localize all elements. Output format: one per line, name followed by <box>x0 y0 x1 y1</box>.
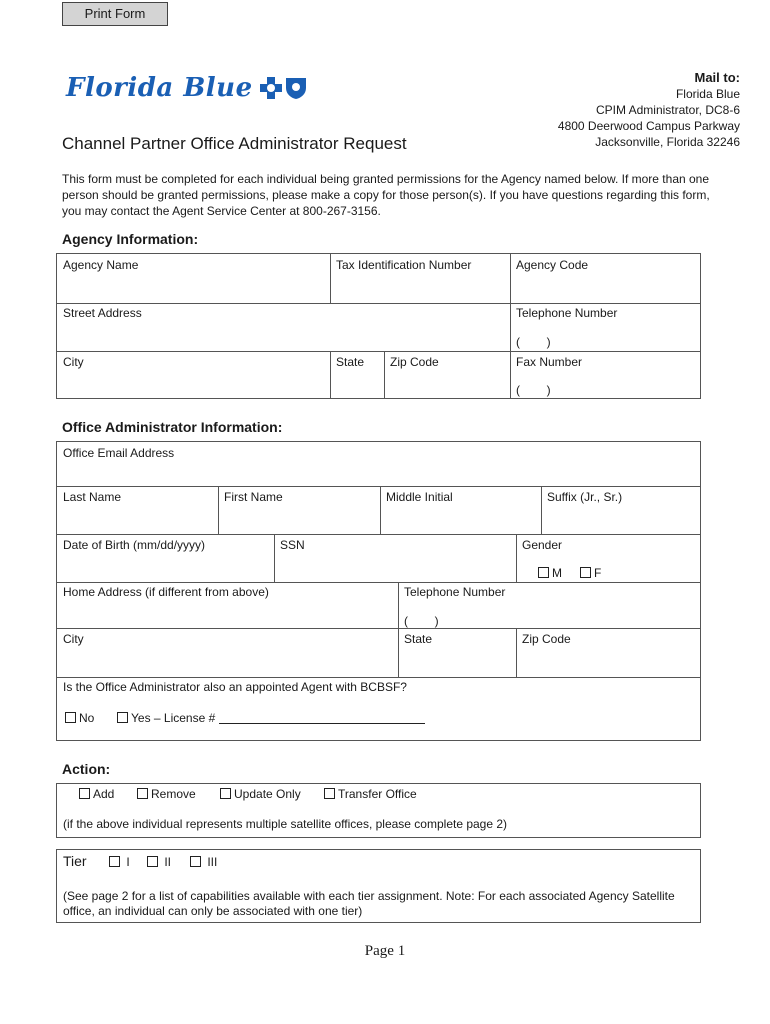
checkbox-icon[interactable] <box>324 788 335 799</box>
mail-to-line: 4800 Deerwood Campus Parkway <box>557 119 740 133</box>
tier-3-option[interactable]: III <box>190 855 217 869</box>
admin-zip-field[interactable]: Zip Code <box>522 632 571 646</box>
agent-yes-option[interactable]: Yes – License # <box>117 711 425 725</box>
admin-telephone-field[interactable]: Telephone Number <box>404 585 506 599</box>
action-note: (if the above individual represents multiple satellite offices, please complete page 2) <box>63 817 508 831</box>
action-transfer-option[interactable]: Transfer Office <box>324 787 417 801</box>
mail-to-block <box>558 70 740 150</box>
checkbox-icon[interactable] <box>580 567 591 578</box>
checkbox-icon[interactable] <box>190 856 201 867</box>
action-remove-option[interactable]: Remove <box>137 787 196 801</box>
print-form-button[interactable]: Print Form <box>62 2 168 26</box>
logo-wordmark: Florida Blue <box>66 73 253 103</box>
agency-telephone-field[interactable]: Telephone Number <box>516 306 618 320</box>
mail-to-line: Jacksonville, Florida 32246 <box>595 135 740 149</box>
checkbox-icon[interactable] <box>65 712 76 723</box>
agency-state-field[interactable]: State <box>336 355 365 369</box>
checkbox-icon[interactable] <box>79 788 90 799</box>
admin-state-field[interactable]: State <box>404 632 433 646</box>
license-number-input[interactable] <box>219 712 425 724</box>
agency-table <box>56 253 701 399</box>
tier-1-option[interactable]: I <box>109 855 130 869</box>
action-box <box>56 783 701 838</box>
intro-text: This form must be completed for each individual being granted permissions for the Agency named below. If more than one person should be granted permissions, please make a copy for those person(s). If you have questions regarding this form, you may contact the Agent Service Center at 800-267-3156. <box>62 172 710 218</box>
agent-question: Is the Office Administrator also an appointed Agent with BCBSF? <box>63 680 407 694</box>
action-add-option[interactable]: Add <box>79 787 114 801</box>
admin-heading: Office Administrator Information: <box>62 419 283 435</box>
office-email-field[interactable]: Office Email Address <box>63 446 175 460</box>
checkbox-icon[interactable] <box>137 788 148 799</box>
agency-name-field[interactable]: Agency Name <box>63 258 139 272</box>
action-update-option[interactable]: Update Only <box>220 787 301 801</box>
agency-zip-field[interactable]: Zip Code <box>390 355 439 369</box>
admin-city-field[interactable]: City <box>63 632 84 646</box>
ssn-field[interactable]: SSN <box>280 538 305 552</box>
gender-m-option[interactable]: M <box>538 566 562 580</box>
last-name-field[interactable]: Last Name <box>63 490 122 504</box>
tier-2-option[interactable]: II <box>147 855 171 869</box>
page-number: Page 1 <box>364 943 406 959</box>
page-title: Channel Partner Office Administrator Request <box>62 134 407 153</box>
mail-to-line: Florida Blue <box>675 87 740 101</box>
fax-area-code: ( ) <box>516 383 551 397</box>
tier-note: (See page 2 for a list of capabilities available with each tier assignment. Note: For each associated Agency Satellite office, an individual can only be associated with one tier) <box>63 889 675 918</box>
tax-id-field[interactable]: Tax Identification Number <box>336 258 472 272</box>
logo-marks <box>259 76 307 100</box>
checkbox-icon[interactable] <box>117 712 128 723</box>
checkbox-icon[interactable] <box>109 856 120 867</box>
home-address-field[interactable]: Home Address (if different from above) <box>63 585 269 599</box>
first-name-field[interactable]: First Name <box>224 490 283 504</box>
florida-blue-logo <box>66 70 307 106</box>
suffix-field[interactable]: Suffix (Jr., Sr.) <box>547 490 623 504</box>
checkbox-icon[interactable] <box>538 567 549 578</box>
tier-label: Tier <box>63 853 87 869</box>
street-address-field[interactable]: Street Address <box>63 306 142 320</box>
checkbox-icon[interactable] <box>147 856 158 867</box>
fax-number-field[interactable]: Fax Number <box>516 355 583 369</box>
middle-initial-field[interactable]: Middle Initial <box>386 490 453 504</box>
gender-f-option[interactable]: F <box>580 566 601 580</box>
agency-code-field[interactable]: Agency Code <box>516 258 589 272</box>
blue-cross-icon <box>259 76 283 100</box>
blue-shield-icon <box>285 76 307 100</box>
checkbox-icon[interactable] <box>220 788 231 799</box>
agent-no-option[interactable]: No <box>65 711 94 725</box>
action-heading: Action: <box>62 761 111 777</box>
admin-phone-area-code: ( ) <box>404 614 439 628</box>
admin-table <box>56 441 701 741</box>
agency-city-field[interactable]: City <box>63 355 84 369</box>
mail-to-heading: Mail to: <box>694 70 740 85</box>
agency-heading: Agency Information: <box>62 231 199 247</box>
gender-label: Gender <box>522 538 563 552</box>
phone-area-code: ( ) <box>516 335 551 349</box>
tier-box <box>56 849 701 923</box>
mail-to-line: CPIM Administrator, DC8-6 <box>595 103 740 117</box>
dob-field[interactable]: Date of Birth (mm/dd/yyyy) <box>63 538 206 552</box>
